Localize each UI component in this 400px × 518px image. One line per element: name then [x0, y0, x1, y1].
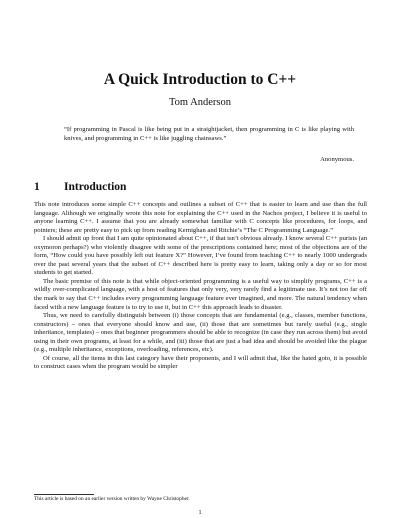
paragraph: I should admit up front that I am quite opinionated about C++, if that isn’t obvious already. I know several C++ purists (an oxymoron perhaps?) who violently disagree with some of the prescriptions contained here; most of the objections are of the form, “How could you have possibly left out feature X?” However, I’ve found from teaching C++ to nearly 1000 undergrads over the past several years that the subset of C++ described here is pretty easy to learn, taking only a day or so for most students to get started.	[34, 235, 367, 277]
paragraph: The basic premise of this note is that while object-oriented programming is a useful way to simplify programs, C++ is a wildly over-complicated language, with a host of features that only very, very rarely find a legitimate use. It’s not too far off the mark to say that C++ includes every programming language feature ever imagined, and more. The natural tendency when faced with a new language feature is to try to use it, but in C++ this approach leads to disaster.	[34, 277, 367, 311]
paragraph: This note introduces some simple C++ concepts and outlines a subset of C++ that is easier to learn and use than the full language. Although we originally wrote this note for explaining the C++ used in the Nachos project, I believe it is useful to anyone learning C++. I assume that you are already somewhat familiar with C concepts like procedures, for loops, and pointers; these are pretty easy to pick up from reading Kernighan and Ritchie’s “The C Programming Language.”	[34, 201, 367, 234]
footnote-divider	[34, 494, 94, 495]
section-heading	[34, 180, 126, 194]
page-number: 1	[198, 509, 202, 516]
document-title: A Quick Introduction to C++	[103, 71, 297, 88]
epigraph-quote: “If programming in Pascal is like being put in a straightjacket, then programming in C is like playing with knives, and programming in C++ is like juggling chainsaws.”	[64, 126, 354, 142]
epigraph-attribution: Anonymous.	[320, 156, 354, 163]
author-name: Tom Anderson	[169, 97, 231, 108]
body-text	[34, 201, 367, 372]
footnote: This article is based on an earlier version written by Wayne Christopher.	[34, 496, 190, 502]
paragraph: Of course, all the items in this last category have their proponents, and I will admit that, like the hated goto, it is possible to construct cases when the program would be simpler	[34, 354, 367, 371]
section-number: 1	[34, 181, 40, 193]
paragraph: Thus, we need to carefully distinguish between (i) those concepts that are fundamental (e.g., classes, member functions, constructors) – ones that everyone should know and use, (ii) those that are sometimes but rarely useful (e.g., single inheritance, templates) – ones that beginner programmers should be able to recognize (in case they run across them) but avoid using in their own programs, at least for a while, and (iii) those that are just a bad idea and should be avoided like the plague (e.g., multiple inheritance, exceptions, overloading, references, etc).	[34, 312, 367, 354]
section-title: Introduction	[64, 181, 127, 193]
